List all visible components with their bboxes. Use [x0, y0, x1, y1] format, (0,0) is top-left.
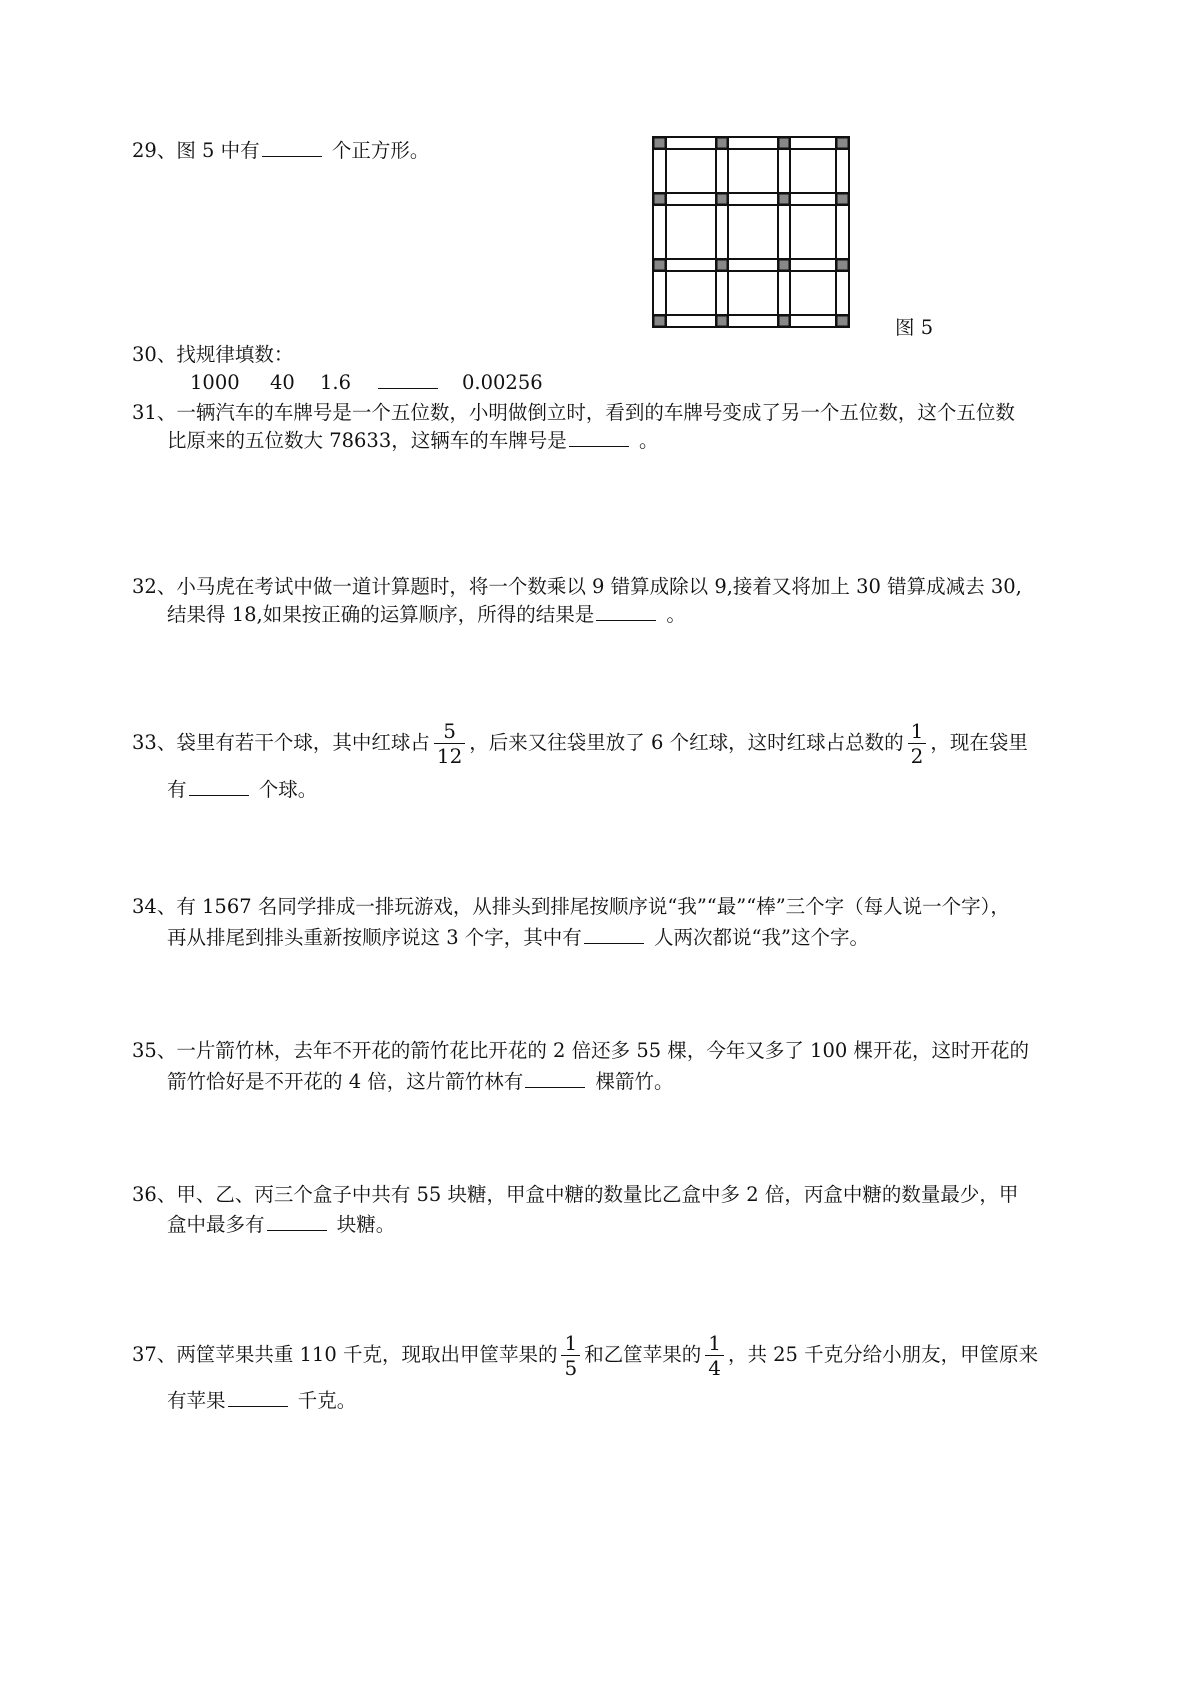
figure-5-grid: [650, 133, 852, 331]
answer-blank[interactable]: [378, 370, 438, 389]
answer-blank[interactable]: [584, 925, 644, 944]
question-number: 36、: [132, 1183, 177, 1206]
question-33-line2: [167, 773, 317, 807]
sequence-term: 1.6: [320, 371, 352, 394]
question-34: [132, 890, 1010, 924]
sequence-term: 0.00256: [462, 371, 543, 394]
sequence-term: 1000: [190, 371, 240, 394]
question-33: [132, 718, 1028, 768]
fraction-numerator: 5: [443, 719, 456, 743]
question-text: 个正方形。: [331, 139, 430, 162]
fraction: [434, 719, 465, 768]
question-number: 30、: [132, 343, 177, 366]
answer-blank[interactable]: [569, 428, 629, 447]
question-text: 袋里有若干个球，其中红球占: [176, 731, 430, 754]
answer-blank[interactable]: [189, 777, 249, 796]
question-31-line2: [167, 424, 658, 458]
fraction-denominator: 12: [434, 743, 465, 768]
fraction-denominator: 5: [561, 1355, 580, 1380]
fraction: [561, 1331, 580, 1380]
answer-blank[interactable]: [228, 1388, 288, 1407]
question-text: 一片箭竹林，去年不开花的箭竹花比开花的 2 倍还多 55 棵，今年又多了 100 棵开花，这时开花的: [176, 1039, 1029, 1062]
question-37: [132, 1330, 1038, 1380]
question-text: 千克。: [297, 1389, 357, 1412]
question-29: [132, 134, 429, 168]
question-text: 两筐苹果共重 110 千克，现取出甲筐苹果的: [176, 1343, 558, 1366]
question-text: 个球。: [258, 778, 318, 801]
question-35-line2: [167, 1065, 674, 1099]
answer-blank[interactable]: [596, 602, 656, 621]
question-text: 找规律填数：: [176, 343, 294, 366]
question-text: ，后来又往袋里放了 6 个红球，这时红球占总数的: [469, 731, 904, 754]
question-34-line2: [167, 921, 869, 955]
question-number: 31、: [132, 401, 177, 424]
figure-label: 图 5: [895, 316, 934, 339]
answer-blank[interactable]: [262, 138, 322, 157]
sequence-term: 40: [270, 371, 295, 394]
question-number: 32、: [132, 575, 177, 598]
question-37-line2: [167, 1384, 356, 1418]
fraction-numerator: 1: [564, 1331, 578, 1355]
fraction-numerator: 1: [708, 1331, 721, 1355]
question-text: 箭竹恰好是不开花的 4 倍，这片箭竹林有: [167, 1070, 524, 1093]
question-text: ，共 25 千克分给小朋友，甲筐原来: [727, 1343, 1039, 1366]
question-number: 37、: [132, 1343, 177, 1366]
question-number: 33、: [132, 731, 177, 754]
question-text: 块糖。: [336, 1213, 396, 1236]
question-text: 和乙筐苹果的: [584, 1343, 702, 1366]
fraction: [908, 719, 927, 768]
question-36-line2: [167, 1208, 395, 1242]
question-text: 小马虎在考试中做一道计算题时，将一个数乘以 9 错算成除以 9,接着又将加上 30 错算成减去 30,: [176, 575, 1022, 598]
question-text: 有 1567 名同学排成一排玩游戏，从排头到排尾按顺序说“我”“最”“棒”三个字（每人说一个字），: [176, 895, 1010, 918]
question-text: 。: [638, 429, 659, 452]
question-text: 比原来的五位数大 78633，这辆车的车牌号是: [167, 429, 567, 452]
question-text: 图 5 中有: [176, 139, 260, 162]
sequence: [190, 366, 543, 400]
question-35: [132, 1034, 1029, 1068]
question-text: 有苹果: [167, 1389, 226, 1412]
answer-blank[interactable]: [525, 1069, 585, 1088]
question-text: 结果得 18,如果按正确的运算顺序，所得的结果是: [167, 603, 595, 626]
question-text: 棵箭竹。: [595, 1070, 674, 1093]
question-number: 34、: [132, 895, 177, 918]
question-text: ，现在袋里: [930, 731, 1028, 754]
question-text: 一辆汽车的车牌号是一个五位数，小明做倒立时，看到的车牌号变成了另一个五位数，这个五位数: [176, 401, 1015, 424]
fraction: [705, 1331, 724, 1380]
question-number: 35、: [132, 1039, 177, 1062]
fraction-denominator: 4: [705, 1355, 724, 1380]
fraction-numerator: 1: [910, 719, 924, 743]
question-text: 再从排尾到排头重新按顺序说这 3 个字，其中有: [167, 926, 582, 949]
question-32-line2: [167, 598, 686, 632]
answer-blank[interactable]: [267, 1212, 327, 1231]
question-number: 29、: [132, 139, 177, 162]
question-36: [132, 1178, 1018, 1212]
question-text: 有: [167, 778, 187, 801]
fraction-denominator: 2: [908, 743, 927, 768]
question-text: 甲、乙、丙三个盒子中共有 55 块糖，甲盒中糖的数量比乙盒中多 2 倍，丙盒中糖的数量最少，甲: [176, 1183, 1019, 1206]
question-text: 盒中最多有: [167, 1213, 265, 1236]
question-text: 人两次都说“我”这个字。: [654, 926, 869, 949]
question-text: 。: [666, 603, 686, 626]
